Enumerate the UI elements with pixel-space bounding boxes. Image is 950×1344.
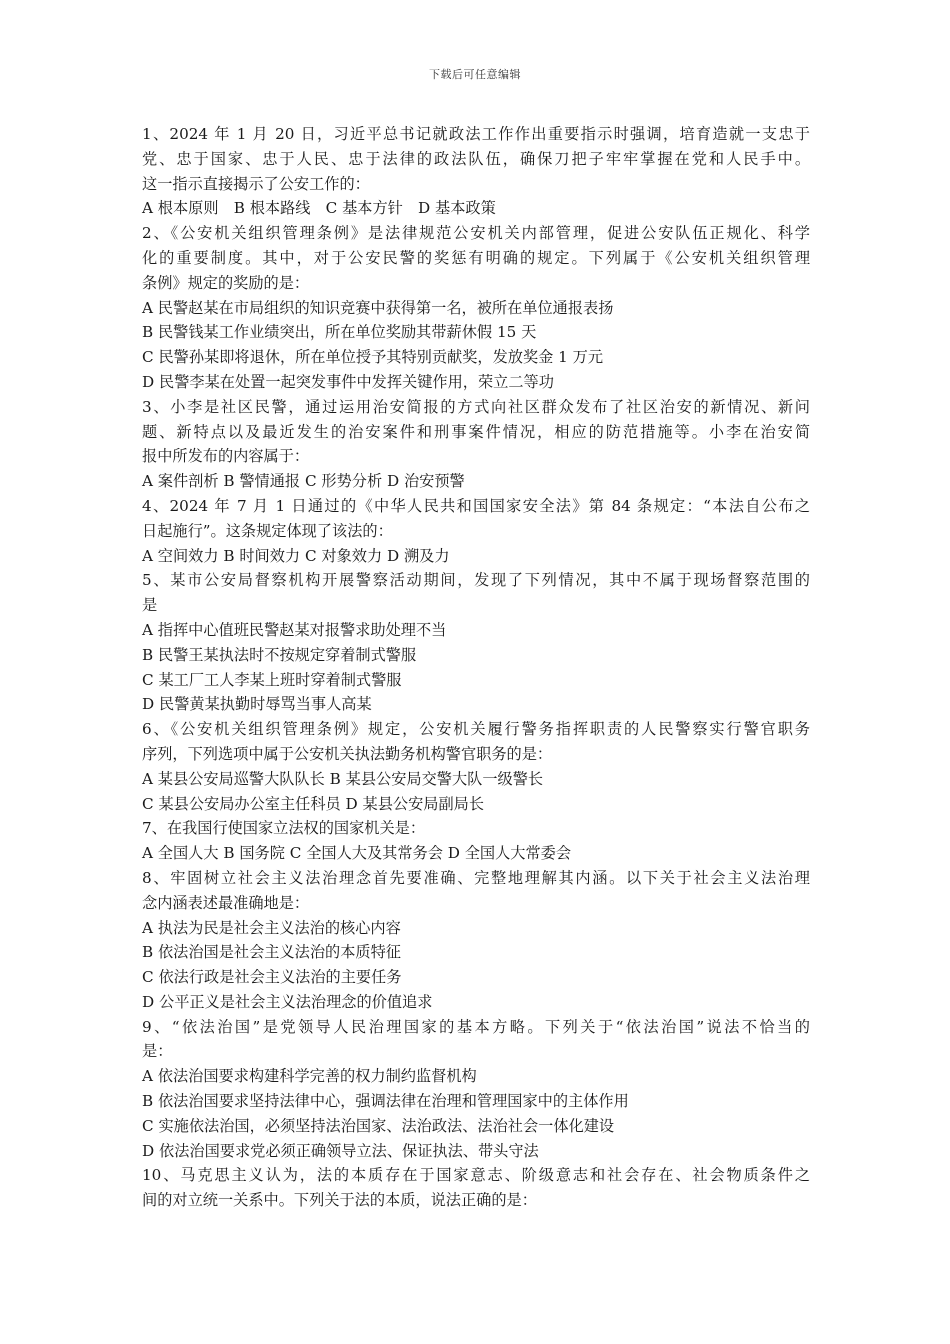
text-line: A 执法为民是社会主义法治的核心内容 — [142, 918, 401, 937]
text-line: A 某县公安局巡警大队队长 B 某县公安局交警大队一级警长 — [142, 769, 544, 788]
text-line: C 民警孙某即将退休，所在单位授予其特别贡献奖，发放奖金 1 万元 — [142, 348, 604, 367]
text-line: 4、2024 年 7 月 1 日通过的《中华人民共和国国家安全法》第 84 条规定：“本法自公布之 — [142, 496, 810, 515]
text-line: C 依法行政是社会主义法治的主要任务 — [142, 968, 402, 987]
text-line: A 空间效力 B 时间效力 C 对象效力 D 溯及力 — [142, 546, 450, 565]
text-line: D 依法治国要求党必须正确领导立法、保证执法、带头守法 — [142, 1141, 539, 1160]
text-line: 9、“依法治国”是党领导人民治理国家的基本方略。下列关于“依法治国”说法不恰当的 — [142, 1017, 810, 1036]
text-line: A 案件剖析 B 警情通报 C 形势分析 D 治安预警 — [142, 472, 465, 491]
text-line: 条例》规定的奖励的是： — [142, 273, 310, 292]
document-body — [142, 122, 810, 1213]
text-line: D 民警黄某执勤时辱骂当事人高某 — [142, 695, 372, 714]
text-line: 1、2024 年 1 月 20 日，习近平总书记就政法工作作出重要指示时强调，培育造就一支忠于 — [142, 125, 810, 143]
text-line: A 依法治国要求构建科学完善的权力制约监督机构 — [142, 1067, 477, 1086]
text-line: 6、《公安机关组织管理条例》规定，公安机关履行警务指挥职责的人民警察实行警官职务 — [142, 720, 810, 739]
text-line: D 公平正义是社会主义法治理念的价值追求 — [142, 992, 433, 1011]
text-line: 日起施行”。这条规定体现了该法的： — [142, 521, 393, 540]
text-line: B 民警钱某工作业绩突出，所在单位奖励其带薪休假 15 天 — [142, 323, 537, 342]
text-line: A 指挥中心值班民警赵某对报警求助处理不当 — [142, 620, 447, 639]
text-line: 报中所发布的内容属于： — [142, 447, 310, 466]
text-line: 5、某市公安局督察机构开展警察活动期间，发现了下列情况，其中不属于现场督察范围的 — [142, 571, 810, 590]
text-line: C 某工厂工人李某上班时穿着制式警服 — [142, 670, 402, 689]
text-line: 7、在我国行使国家立法权的国家机关是： — [142, 819, 426, 838]
text-line: B 依法治国要求坚持法律中心，强调法律在治理和管理国家中的主体作用 — [142, 1092, 629, 1111]
text-line: 8、牢固树立社会主义法治理念首先要准确、完整地理解其内涵。以下关于社会主义法治理 — [142, 868, 810, 887]
text-line: A 根本原则 B 根本路线 C 基本方针 D 基本政策 — [142, 199, 496, 218]
text-line: B 依法治国是社会主义法治的本质特征 — [142, 943, 401, 962]
text-line: 这一指示直接揭示了公安工作的： — [142, 174, 370, 193]
text-line: 是： — [142, 1042, 173, 1061]
text-line: 党、忠于国家、忠于人民、忠于法律的政法队伍，确保刀把子牢牢掌握在党和人民手中。 — [142, 149, 810, 168]
text-line: 念内涵表述最准确地是： — [142, 893, 310, 912]
page-header: 下载后可任意编辑 — [429, 68, 521, 81]
text-line: 化的重要制度。其中，对于公安民警的奖惩有明确的规定。下列属于《公安机关组织管理 — [142, 248, 810, 267]
text-line: 2、《公安机关组织管理条例》是法律规范公安机关内部管理，促进公安队伍正规化、科学 — [142, 224, 810, 243]
text-line: D 民警李某在处置一起突发事件中发挥关键作用，荣立二等功 — [142, 372, 554, 391]
text-line: 10、马克思主义认为，法的本质存在于国家意志、阶级意志和社会存在、社会物质条件之 — [142, 1166, 810, 1185]
text-line: A 民警赵某在市局组织的知识竞赛中获得第一名，被所在单位通报表扬 — [142, 298, 614, 317]
text-line: 3、小李是社区民警，通过运用治安简报的方式向社区群众发布了社区治安的新情况、新问 — [142, 397, 810, 416]
text-line: A 全国人大 B 国务院 C 全国人大及其常务会 D 全国人大常委会 — [142, 844, 572, 863]
text-line: 是 — [142, 596, 158, 615]
text-line: C 某县公安局办公室主任科员 D 某县公安局副局长 — [142, 794, 485, 813]
text-line: 序列，下列选项中属于公安机关执法勤务机构警官职务的是： — [142, 744, 553, 763]
text-line: C 实施依法治国，必须坚持法治国家、法治政法、法治社会一体化建设 — [142, 1116, 615, 1135]
text-line: 间的对立统一关系中。下列关于法的本质，说法正确的是： — [142, 1191, 537, 1210]
text-line: 题、新特点以及最近发生的治安案件和刑事案件情况，相应的防范措施等。小李在治安简 — [142, 422, 810, 441]
text-line: B 民警王某执法时不按规定穿着制式警服 — [142, 645, 417, 664]
